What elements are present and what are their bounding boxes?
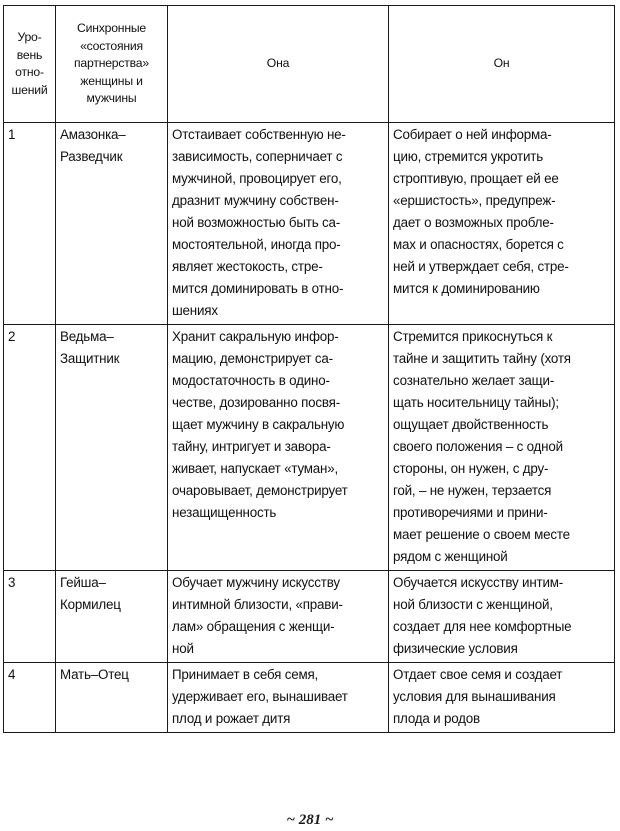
level-cell: 4: [4, 663, 56, 733]
state-cell: Амазонка– Разведчик: [56, 123, 168, 325]
state-cell: Гейша– Кормилец: [56, 571, 168, 663]
she-cell: Обучает мужчину искусству интимной близости, «прави- лам» обращения с женщи- ной: [168, 571, 389, 663]
he-cell: Обучается искусству интим- ной близости с женщиной, создает для нее комфортные физические условия: [389, 571, 615, 663]
she-cell: Хранит сакральную инфор- мацию, демонстрирует са- модостаточность в одино- честве, дозированно посвя- щает мужчину в сакральную тайну, интригует и завора- живает, напускает «туман», очаровывает, демонстрирует незащищенность: [168, 325, 389, 571]
level-cell: 3: [4, 571, 56, 663]
he-cell: Отдает свое семя и создает условия для вынашивания плода и родов: [389, 663, 615, 733]
table-row: [4, 663, 615, 733]
table-row: [4, 571, 615, 663]
table-row: [4, 325, 615, 571]
header-level: Уро- вень отно- шений: [4, 6, 56, 123]
table-header-row: [4, 6, 615, 123]
state-cell: Мать–Отец: [56, 663, 168, 733]
relationship-table: [3, 5, 615, 733]
she-cell: Принимает в себя семя, удерживает его, вынашивает плод и рожает дитя: [168, 663, 389, 733]
level-cell: 2: [4, 325, 56, 571]
she-cell: Отстаивает собственную не- зависимость, соперничает с мужчиной, провоцирует его, дразнит мужчину собствен- ной возможностью быть са- мостоятельной, иногда про- являет жестокость, стре- мится доминировать в отно- шениях: [168, 123, 389, 325]
he-cell: Стремится прикоснуться к тайне и защитить тайну (хотя сознательно желает защи- щать носительницу тайны); ощущает двойственность своего положения – с одной стороны, он нужен, с дру- гой, – не нужен, терзается противоречиями и прини- мает решение о своем месте рядом с женщиной: [389, 325, 615, 571]
header-state: Синхронные «состояния партнерства» женщины и мужчины: [56, 6, 168, 123]
header-she: Она: [168, 6, 389, 123]
he-cell: Собирает о ней информа- цию, стремится укротить строптивую, прощает ей ее «ершистость», предупреж- дает о возможных пробле- мах и опасностях, борется с ней и утверждает себя, стре- мится к доминированию: [389, 123, 615, 325]
level-cell: 1: [4, 123, 56, 325]
page-number: ~ 281 ~: [286, 812, 334, 828]
header-he: Он: [389, 6, 615, 123]
table-row: [4, 123, 615, 325]
state-cell: Ведьма– Защитник: [56, 325, 168, 571]
